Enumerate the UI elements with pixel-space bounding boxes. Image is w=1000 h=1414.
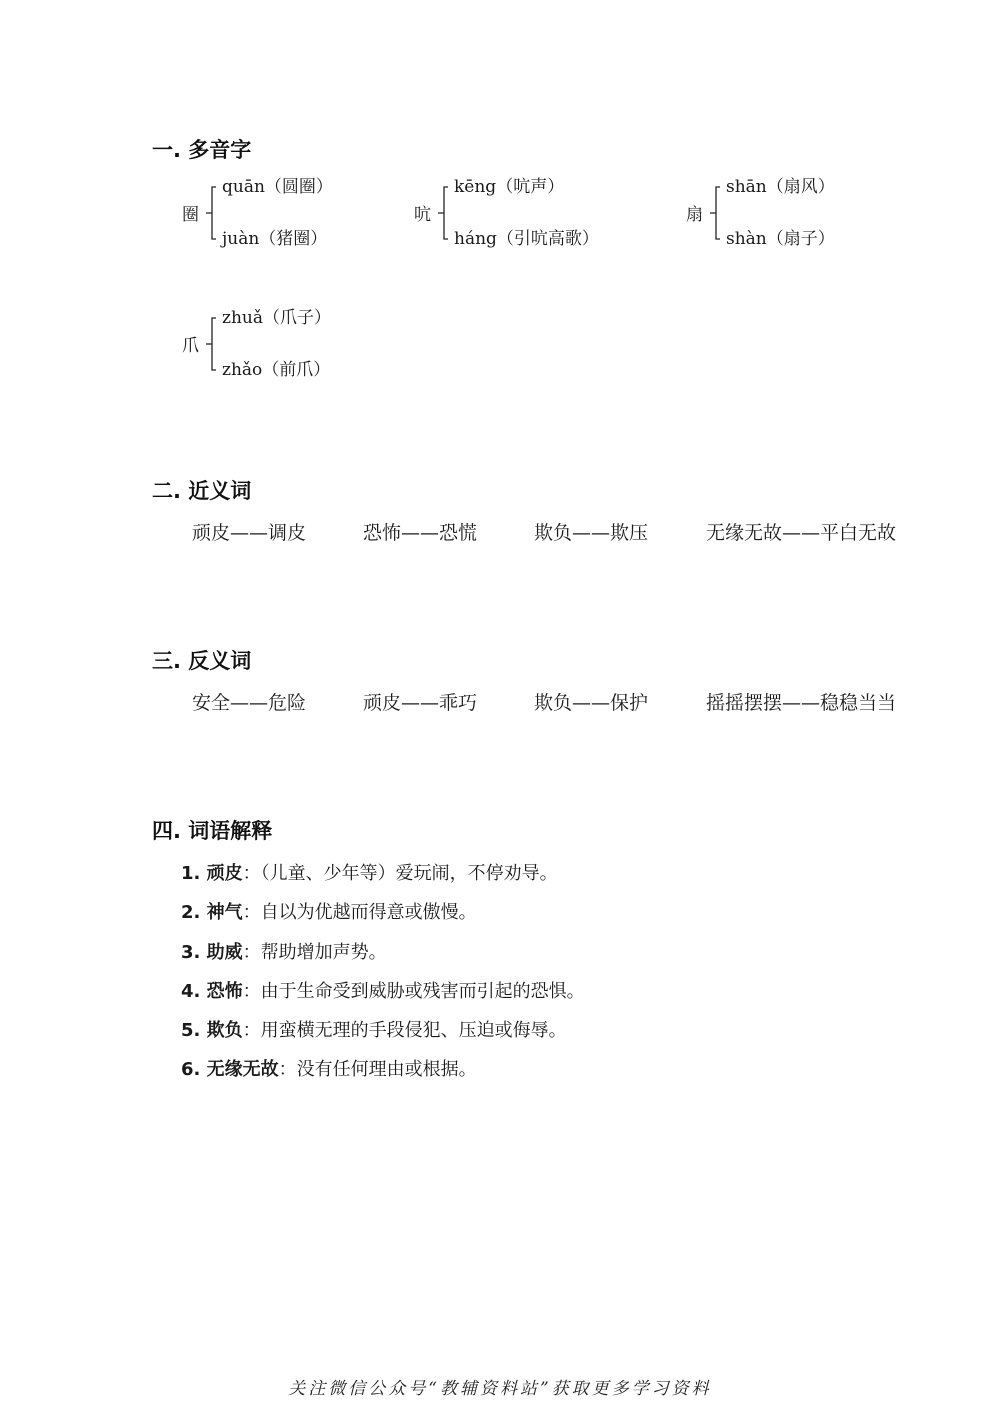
polyphone-reading: quān（圆圈） [222,177,333,197]
polyphone-reading: zhǎo（前爪） [222,360,331,380]
synonym-pair: 恐怖——恐慌 [363,522,478,544]
polyphone-reading: juàn（猪圈） [222,229,328,249]
polyphone-group [182,176,412,256]
definition-item [181,901,477,925]
bracket-icon [434,176,454,256]
section-title-antonyms: 三. 反义词 [152,649,252,673]
bracket-icon [706,176,726,256]
synonym-pair: 无缘无故——平白无故 [706,522,897,544]
definition-text: ：用蛮横无理的手段侵犯、压迫或侮辱。 [242,1020,567,1041]
polyphone-reading: shān（扇风） [726,177,835,197]
polyphone-group [686,176,916,256]
synonym-pair: 顽皮——调皮 [192,522,307,544]
section-title-polyphones: 一. 多音字 [152,138,252,162]
antonym-pair: 欺负——保护 [534,692,649,714]
definition-text: ：自以为优越而得意或傲慢。 [242,902,477,923]
section-title-definitions: 四. 词语解释 [152,819,273,843]
bracket-icon [202,307,222,387]
polyphone-reading: kēng（吭声） [454,177,565,197]
polyphone-group [182,307,412,387]
definition-item [181,980,585,1004]
polyphone-group [414,176,644,256]
definition-item [181,862,558,886]
definition-term: 6. 无缘无故 [181,1059,279,1080]
definition-text: ：帮助增加声势。 [242,942,387,963]
footer-note: 关注微信公众号“教辅资料站”获取更多学习资料 [288,1379,712,1399]
definition-text: ：（儿童、少年等）爱玩闹，不停劝导。 [242,863,558,884]
definition-term: 4. 恐怖 [181,981,243,1002]
polyphone-char: 扇 [686,205,703,225]
definition-item [181,941,387,965]
definition-text: ：没有任何理由或根据。 [278,1059,477,1080]
polyphone-reading: zhuǎ（爪子） [222,308,331,328]
section-title-synonyms: 二. 近义词 [152,479,252,503]
bracket-icon [202,176,222,256]
polyphone-reading: shàn（扇子） [726,229,835,249]
polyphone-char: 圈 [182,205,199,225]
polyphone-char: 爪 [182,336,199,356]
polyphone-reading: háng（引吭高歌） [454,229,599,249]
polyphone-char: 吭 [414,205,431,225]
definition-item [181,1058,477,1082]
definition-term: 5. 欺负 [181,1020,243,1041]
antonym-pair: 安全——危险 [192,692,307,714]
definition-item [181,1019,567,1043]
synonym-pair: 欺负——欺压 [534,522,649,544]
definition-term: 2. 神气 [181,902,243,923]
definition-term: 1. 顽皮 [181,863,243,884]
antonym-pair: 顽皮——乖巧 [363,692,478,714]
antonym-pair: 摇摇摆摆——稳稳当当 [706,692,897,714]
definition-term: 3. 助威 [181,942,243,963]
definition-text: ：由于生命受到威胁或残害而引起的恐惧。 [242,981,585,1002]
